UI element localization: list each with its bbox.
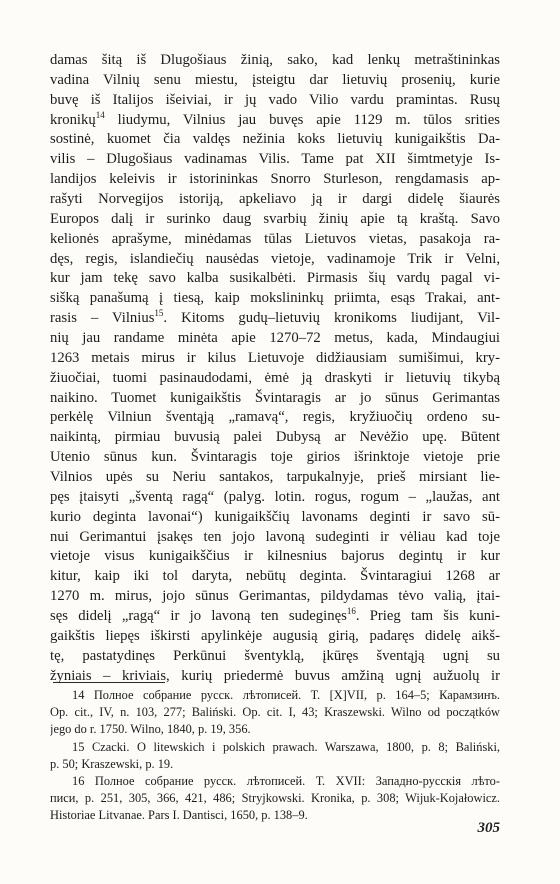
text-line: pęs įtaisyti „šventą ragą“ (palyg. lotin. rogus, rogum – „laužas, ant — [50, 488, 500, 505]
text-line: kronikų$^{14}$ liudymu, Vilnius jau buvęs apie 1129 m. tūlos srities — [50, 110, 500, 128]
footnote-ref: 15 — [154, 309, 164, 319]
text-line: rašyti Norvegijos istoriją, apkeliavo ją ir dargi didelę šiaurės — [50, 191, 500, 208]
text-line: vilis – Dlugošiaus vadinamas Vilis. Tame pat XII šimtmetyje Is- — [50, 151, 500, 168]
footnotes — [50, 687, 500, 825]
text-line: perkėlę Vilniun šventąją „ramavą“, regis, kryžiuočių ordeno su- — [50, 409, 500, 426]
text-line: naikino. Tuomet kunigaikštis Švintaragis ar jo sūnus Gerimantas — [50, 389, 500, 406]
text-line: kur jam tekę savo kalba susikalbėti. Pirmasis šių vardų pagal vi- — [50, 270, 500, 287]
text-line: nių jau randame minėta apie 1270–72 metus, kada, Mindaugiui — [50, 330, 500, 347]
text-line: gaikštis liepęs iškirsti apylinkėje augusią girią, padaręs didelę aikš- — [50, 627, 500, 644]
text-line: Vilnios upės su Neriu santakos, tarpukalnyje, prieš mirsiant lie- — [50, 469, 500, 486]
text-line: sišką panašumą į tiesą, kaip mokslininkų priimta, esąs Trakai, ant- — [50, 290, 500, 307]
footnote-line: 16 Полное собрание русск. лѣтописей. Т. XVII: Западно-русскія лѣто- — [72, 773, 500, 788]
text-line: sostinė, kuomet čia valdęs nežinia koks lietuvių kunigaikštis Da- — [50, 131, 500, 148]
footnote-line: 15 Czacki. O litewskich i polskich prawach. Warszawa, 1800, p. 8; Baliński, — [72, 739, 500, 754]
text-line: vietoje visus kunigaikščius ir kilnesnius bajorus degintų ir kur — [50, 548, 500, 565]
footnote-divider — [53, 682, 165, 683]
footnote-line: p. 50; Kraszewski, p. 19. — [50, 756, 174, 771]
text-line: kurio deginta lavonai“) kunigaikščių lavonams deginti ir savo sū- — [50, 508, 500, 525]
text-line: sęs didelį „ragą“ ir jo lavoną ten sudeginęs$^{16}$. Prieg tam šis kuni- — [50, 607, 500, 625]
text-line: landijos keleivis ir istorininkas Snorro Sturleson, rengdamasis ap- — [50, 171, 500, 188]
text-line: 1270 m. mirus, jojo sūnus Gerimantas, pildydamas tėvo valią, įtai- — [50, 588, 500, 605]
text-line: kitur, kaip iki tol daryta, nebūtų deginta. Švintaragiui 1268 ar — [50, 568, 500, 585]
text-line: kelionės aprašyme, minėdamas tūlas Lietuvos vietas, pasakoja ra- — [50, 230, 500, 247]
text-line: Europos dalį ir surinko daug svarbių žinių apie tą kraštą. Savo — [50, 210, 500, 227]
text-line: tę, pastatydinęs Perkūnui šventyklą, įkūręs šventąją ugnį su — [50, 647, 500, 664]
footnote-line: писи, p. 251, 305, 366, 421, 486; Stryjkowski. Kronika, p. 308; Wijuk-Kojałowicz. — [50, 791, 500, 806]
footnote-line: Op. cit., IV, n. 103, 277; Baliński. Op. cit. I, 43; Kraszewski. Wilno od początków — [50, 705, 500, 720]
text-line: 1263 metais mirus ir kilus Lietuvoje didžiausiam sumišimui, kry- — [50, 349, 500, 366]
text-line: žyniais – kriviais, kurių priedermė buvus amžiną ugnį aužuolų ir — [50, 667, 500, 684]
text-line: Utenio sūnus kun. Švintaragis toje girios išrinktoje vietoje prie — [50, 449, 500, 466]
footnote-line: jego do r. 1750. Wilno, 1840, p. 19, 356. — [50, 722, 251, 737]
footnote-line: 14 Полное собрание русск. лѣтописей. Т. [X]VII, p. 164–5; Карамзинъ. — [72, 688, 500, 702]
footnote-ref: 14 — [95, 110, 105, 120]
text-line: vadina Vilnių senu miestu, įsteigtu dar lietuvių prosenių, kurie — [50, 71, 500, 88]
text-line: naikintą, pirmiau buvusią palei Dubysą ar Nevėžio upę. Būtent — [50, 429, 500, 446]
footnote-line: Historiae Litvanae. Pars I. Dantisci, 1650, p. 138–9. — [50, 808, 308, 823]
text-line: rasis – Vilnius$^{15}$. Kitoms gudų–lietuvių kronikoms liudijant, Vil- — [50, 309, 500, 327]
text-line: damas šitą iš Dlugošiaus žinią, sako, kad lenkų metraštininkas — [50, 52, 500, 68]
text-line: žiuočiai, tuomi pasinaudodami, ėmė ją draskyti ir lietuvių tikybą — [50, 369, 500, 386]
footnote-ref: 16 — [346, 607, 356, 617]
page-number: 305 — [477, 820, 500, 836]
text-line: dęs, regis, islandiečių nausėdas vietoje, vadinamoje Trik ir Velni, — [50, 250, 500, 267]
text-line: buvę iš Italijos išeiviai, ir jų vado Vilio vardu pramintas. Rusų — [50, 91, 500, 108]
text-line: nui Gerimantui įsakęs ten jojo lavoną sudeginti ir vėliau kad toje — [50, 528, 500, 545]
main-text — [50, 51, 500, 687]
